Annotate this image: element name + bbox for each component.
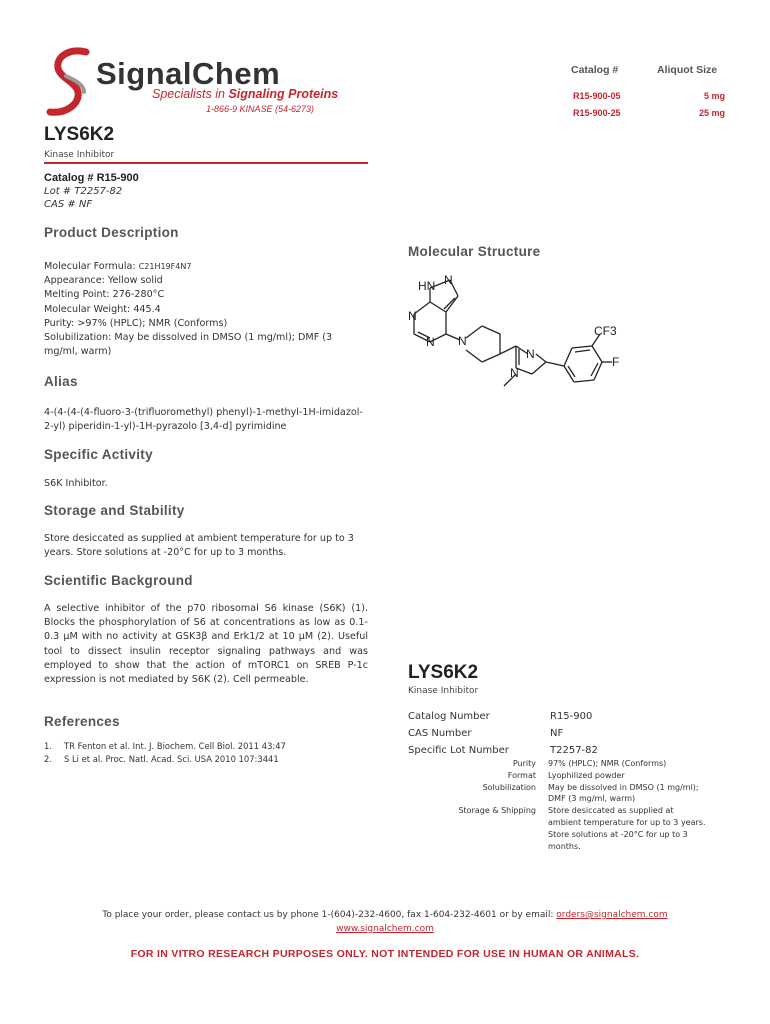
spec-storage-cont: ambient temperature for up to 3 years. — [548, 817, 706, 827]
melting-point-line: Melting Point: 276-280°C — [44, 289, 165, 301]
spec-format-row: Format Lyophilized powder — [507, 770, 625, 780]
research-use-warning: FOR IN VITRO RESEARCH PURPOSES ONLY. NOT INTENDED FOR USE IN HUMAN OR ANIMALS. — [130, 948, 640, 960]
signalchem-logo-icon — [40, 46, 100, 124]
spec-row-cas: CAS Number NF — [408, 728, 564, 739]
order-contact-line: To place your order, please contact us by phone 1-(604)-232-4600, fax 1-604-232-4601 or by email: orders@signalchem.com — [102, 910, 668, 920]
scientific-background-text: A selective inhibitor of the p70 ribosomal S6 kinase (S6K) (1). Blocks the phosphorylation of S6 at concentrations as low as 0.1-0.3 μM with no activity at GSK3β and Erk1/2 at 10 μM (2). Useful tool to dissect insulin receptor signaling pathways and was employed to show that the action of mTORC1 on SREB P-1c expression is not mediated by S6K (2). Cell permeable. — [44, 603, 368, 686]
aliquot-column-header: Aliquot Size — [657, 64, 718, 76]
atom-label: N — [510, 366, 519, 380]
email-link[interactable]: orders@signalchem.com — [556, 910, 668, 920]
specific-activity-text: S6K Inhibitor. — [44, 478, 108, 489]
reference-item: 1. TR Fenton et al. Int. J. Biochem. Cell Biol. 2011 43:47 — [44, 741, 286, 751]
storage-heading: Storage and Stability — [44, 503, 185, 518]
specific-activity-heading: Specific Activity — [44, 447, 153, 462]
catalog-cell: R15-900-25 — [573, 108, 621, 118]
alias-heading: Alias — [44, 374, 78, 389]
molecular-structure-heading: Molecular Structure — [408, 244, 541, 259]
spec-solubilization-cont: DMF (3 mg/ml, warm) — [548, 794, 636, 804]
reference-item: 2. S Li et al. Proc. Natl. Acad. Sci. USA 2010 107:3441 — [44, 754, 279, 764]
alias-text: 4-(4-(4-(4-fluoro-3-(trifluoromethyl) phenyl)-1-methyl-1H-imidazol-2-yl) piperidin-1-yl)-1H-pyrazolo [3,4-d] pyrimidine — [44, 407, 363, 433]
molecular-structure-diagram — [400, 262, 640, 402]
purity-line: Purity: >97% (HPLC); NMR (Conforms) — [44, 317, 228, 329]
references-heading: References — [44, 714, 120, 729]
catalog-number: Catalog # R15-900 — [44, 172, 139, 184]
atom-label: N — [426, 335, 435, 349]
atom-label: N — [408, 309, 417, 323]
title-divider — [44, 162, 368, 164]
spec-storage-cont: months. — [548, 841, 581, 851]
molecular-weight-line: Molecular Weight: 445.4 — [44, 303, 161, 315]
solubilization-line: Solubilization: May be dissolved in DMSO (1 mg/ml); DMF (3 mg/ml, warm) — [44, 332, 333, 358]
catalog-cell: R15-900-05 — [573, 91, 621, 101]
formula-line: Molecular Formula: C21H19F4N7 — [44, 261, 192, 272]
atom-label: N — [458, 334, 467, 348]
product-description-heading: Product Description — [44, 225, 179, 240]
storage-text: Store desiccated as supplied at ambient temperature for up to 3 years. Store solutions at -20°C for up to 3 months. — [44, 533, 354, 559]
references-list — [44, 740, 286, 766]
spec-row-lot: Specific Lot Number T2257-82 — [408, 745, 598, 756]
spec-main-rows — [408, 708, 598, 759]
appearance-line: Appearance: Yellow solid — [44, 275, 163, 287]
product-title: LYS6K2 — [44, 124, 115, 145]
atom-label: HN — [418, 279, 436, 293]
catalog-column-header: Catalog # — [571, 64, 619, 76]
spec-purity-row: Purity 97% (HPLC); NMR (Conforms) — [512, 759, 667, 768]
spec-solubilization-row: Solubilization May be dissolved in DMSO (1 mg/ml); — [482, 782, 699, 792]
spec-row-catalog: Catalog Number R15-900 — [408, 711, 593, 722]
spec-storage-cont: Store solutions at -20°C for up to 3 — [548, 829, 688, 839]
cas-number: CAS # NF — [44, 199, 93, 210]
atom-label: N — [444, 273, 453, 287]
logo-phone: 1-866-9 KINASE (54-6273) — [206, 104, 315, 114]
atom-label: F — [612, 355, 620, 369]
scientific-background-heading: Scientific Background — [44, 573, 193, 588]
spec-box-title: LYS6K2 — [408, 662, 479, 683]
logo-wordmark: SignalChem — [96, 56, 281, 91]
formula-value: C21H19F4N7 — [138, 262, 192, 271]
website-line — [0, 924, 770, 934]
lot-number: Lot # T2257-82 — [44, 186, 123, 197]
atom-label: N — [526, 347, 535, 361]
size-cell: 25 mg — [698, 108, 725, 118]
spec-box-subtitle: Kinase Inhibitor — [408, 686, 479, 696]
spec-detail-rows — [444, 758, 706, 852]
atom-label: CF3 — [594, 324, 617, 338]
product-subtitle: Kinase Inhibitor — [44, 150, 115, 160]
website-link[interactable]: www.signalchem.com — [336, 924, 434, 934]
spec-storage-row: Storage & Shipping Store desiccated as supplied at — [458, 806, 674, 816]
size-cell: 5 mg — [703, 91, 725, 101]
product-description-body — [44, 260, 368, 359]
logo-tagline: Specialists in Signaling Proteins — [152, 87, 339, 101]
